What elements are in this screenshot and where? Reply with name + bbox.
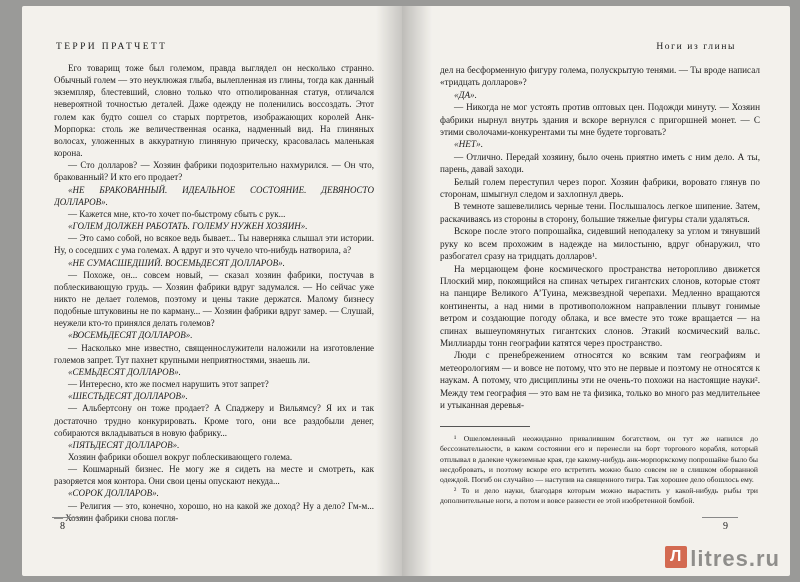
paragraph: Белый голем переступил через порог. Хозяин фабрики, воровато глянув по сторонам, шмыгнул следом и захлопнул дверь. xyxy=(440,176,760,200)
publisher-logo-mark: Л xyxy=(665,546,687,568)
paragraph: — Насколько мне известно, священнослужители наложили на изготовление големов запрет. Тут пахнет крупными неприятностями, знаешь ли. xyxy=(54,342,374,365)
paragraph: — Похоже, он... совсем новый, — сказал хозяин фабрики, постучав в поблескивающую грудь. — Хозяин фабрики вдруг задумался. — Но сейчас уже никто не делает големов, поэтому и цены такие держатся. Малому бизнесу подобные штуковины не по карману... — Хозяин фабрики вдруг замер. — Слушай, неужели кто-то принялся делать големов? xyxy=(54,269,374,329)
book-spread xyxy=(22,6,790,576)
paragraph: — Религия — это, конечно, хорошо, но на какой же доход? Ну а дело? Гм-м... — Хозяин фабрики снова погля- xyxy=(54,500,374,523)
paragraph: — Это само собой, но всякое ведь бывает... Ты наверняка слышал эти истории. Ну, о соседших с ума големах. А вдруг и это чучело что-нибудь натворила, а? xyxy=(54,233,374,256)
paragraph: «ШЕСТЬДЕСЯТ ДОЛЛАРОВ». xyxy=(68,391,188,402)
gutter-shadow-right xyxy=(402,6,432,576)
paragraph: — Альбертсону он тоже продает? А Спаджеру и Вильямсу? Я их и так достаточно трудно конкурировать. Кроме того, они все раздобыли денег, собираются вкладываться в новую фабрику... xyxy=(54,403,374,438)
running-head-author: ТЕРРИ ПРАТЧЕТТ xyxy=(56,42,168,52)
footnotes xyxy=(440,434,758,506)
paragraph: «ПЯТЬДЕСЯТ ДОЛЛАРОВ». xyxy=(68,439,180,450)
paragraph: Хозяин фабрики обошел вокруг поблескивающего голема. xyxy=(68,452,293,462)
right-page-body xyxy=(440,64,760,411)
paragraph: — Отлично. Передай хозяину, было очень приятно иметь с ним дело. А ты, парень, давай заходи. xyxy=(440,151,760,175)
paragraph: — Кошмарный бизнес. Не могу же я сидеть на месте и смотреть, как разоряется моя контора. Они свои цены опускают некуда... xyxy=(54,464,374,487)
paragraph: — Никогда не мог устоять против оптовых цен. Подожди минуту. — Хозяин фабрики нырнул внутрь здания и вскоре вернулся с пригоршней монет. — С этими сволочами-конкурентами ты мне будете торговать? xyxy=(440,102,760,138)
paragraph: На мерцающем фоне космического пространства неторопливо движется Плоский мир, покоящийся на спинах четырех гигантских слонов, которые стоят на панцире Великого А’Туина, межзвездной черепахи. Медленно вращаются континенты, а над ними в противоположном направлении плывут гонимые ветром и создающие погоду облака, и все вместе это тоже вращается — на спинах вышеупомянутых гигантских слонов. Этакий космический вальс. Миллиарды тонн географии катятся через пространство. xyxy=(440,263,760,348)
page-number-left: 8 xyxy=(60,521,65,532)
page-number-right: 9 xyxy=(723,521,728,532)
paragraph: «НЕ БРАКОВАННЫЙ. ИДЕАЛЬНОЕ СОСТОЯНИЕ. ДЕВЯНОСТО ДОЛЛАРОВ». xyxy=(54,184,374,207)
paragraph: — Интересно, кто же посмел нарушить этот запрет? xyxy=(68,379,269,390)
paragraph: — Сто долларов? — Хозяин фабрики подозрительно нахмурился. — Он что, бракованный? И кто его продает? xyxy=(54,160,374,183)
publisher-logo-text: litres.ru xyxy=(690,546,780,571)
publisher-logo xyxy=(665,546,780,572)
left-page xyxy=(22,6,402,576)
gutter-shadow-left xyxy=(376,6,402,576)
page-number-rule xyxy=(702,517,738,518)
paragraph: — Кажется мне, кто-то хочет по-быстрому сбыть с рук... xyxy=(68,208,286,219)
paragraph: «НЕТ». xyxy=(454,139,484,150)
paragraph: «СОРОК ДОЛЛАРОВ». xyxy=(68,488,159,499)
paragraph: «ГОЛЕМ ДОЛЖЕН РАБОТАТЬ. ГОЛЕМУ НУЖЕН ХОЗЯИН». xyxy=(68,221,308,232)
right-page xyxy=(402,6,790,576)
paragraph: «НЕ СУМАСШЕДШИЙ. ВОСЕМЬДЕСЯТ ДОЛЛАРОВ». xyxy=(68,257,285,268)
paragraph: Вскоре после этого попрошайка, сидевший неподалеку за углом и тянувший руку ко всем прохожим в надежде на милостыню, вдруг обнаружил, что разбогател сразу на тридцать долларов¹. xyxy=(440,226,760,262)
paragraph: Его товарищ тоже был големом, правда выглядел он несколько странно. Обычный голем — это неуклюжая глыба, вылепленная из глины, тогда как данный экземпляр, блестевший, словно только что отполированная статуя, отличался невероятной точностью деталей. Даже одежду не поленились воссоздать. Этот голем как будто сошел со старых портретов, изображающих королей Анк-Морпорка: столь же величественная осанка, надменный вид. На глиняных волосах, уложенных в аккуратную глиняную прическу, красовалась маленькая корона. xyxy=(54,63,374,159)
paragraph: В темноте зашевелились черные тени. Послышалось легкое шипение. Затем, раскачиваясь из стороны в сторону, большие тяжелые фигуры стали удаляться. xyxy=(440,201,760,224)
footnote: ² То и дело науки, благодаря которым можно вырастить у какой-нибудь рыбы три дополнительные ноги, а потом и вовсе разнести ее этой изобретенной бомбой. xyxy=(440,485,758,506)
footnote: ¹ Ошеломленный неожиданно привалившим богатством, он тут же напился до бессознательности, в каком состоянии его и перенесли на борт торгового корабля, который отплывал в далекие чужеземные края, где какому-нибудь анк-морпоркскому попрошайке было бы несдобровать, и поэтому вскоре его встретить можно было совсем не в слишком оборванной одеждой. Погиб он случайно — наступив на священного тигра. Так хорошее дело обошлось ему. xyxy=(440,434,758,485)
paragraph: «ДА». xyxy=(454,89,477,100)
page-number-rule xyxy=(52,517,88,518)
footnote-rule xyxy=(440,426,530,427)
paragraph: «ВОСЕМЬДЕСЯТ ДОЛЛАРОВ». xyxy=(68,330,193,341)
paragraph: дел на бесформенную фигуру голема, полускрытую тенями. — Ты вроде написал «тридцать долларов»? xyxy=(440,65,760,88)
paragraph: «СЕМЬДЕСЯТ ДОЛЛАРОВ». xyxy=(68,366,181,377)
paragraph: Люди с пренебрежением относятся ко всяким там географиям и метеорологиям — и вовсе не потому, что это не первые и поэтому не относятся к наукам. А потому, что дисциплины эти не очень-то похожи на настоящие науки². Между тем география — это вам не та физика, только во много раз медлительнее и утыканная деревья- xyxy=(440,350,760,410)
running-head-title: Ноги из глины xyxy=(656,42,736,52)
left-page-body xyxy=(54,62,374,524)
